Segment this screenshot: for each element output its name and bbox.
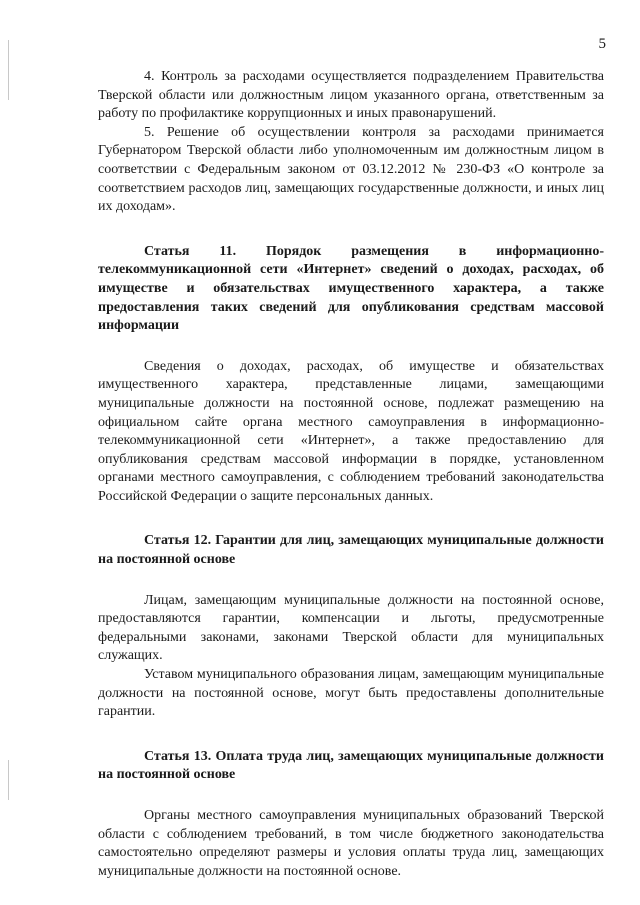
- document-body: [98, 68, 604, 881]
- spacer: [98, 785, 604, 807]
- scan-edge-mark: [8, 40, 9, 100]
- article-11-paragraph: Сведения о доходах, расходах, об имуществе и обязательствах имущественного характера, представленные лицами, замещающими муниципальные должности на постоянной основе, подлежат размещению на официальном сайте органа местного самоуправления в информационно-телекоммуникационной сети «Интернет», а также предоставлению для опубликования средствам массовой информации в порядке, установленном органами местного самоуправления, с соблюдением требований законодательства Российской Федерации о защите персональных данных.: [98, 358, 604, 504]
- article-13-paragraph: Органы местного самоуправления муниципальных образований Тверской области с соблюдением требований, в том числе бюджетного законодательства самостоятельно определяют размеры и условия оплаты труда лиц, замещающих муниципальные должности на постоянной основе.: [98, 808, 604, 879]
- spacer: [98, 722, 604, 748]
- article-12-paragraph-1: Лицам, замещающим муниципальные должности на постоянной основе, предоставляются гарантии, компенсации и льготы, предусмотренные федеральными законами, законами Тверской области для муниципальных служащих.: [98, 592, 604, 664]
- article-13-heading: Статья 13. Оплата труда лиц, замещающих муниципальные должности на постоянной основе: [98, 748, 604, 783]
- page-number: 5: [598, 36, 606, 52]
- article-12-paragraph-2: Уставом муниципального образования лицам, замещающим муниципальные должности на постоянной основе, могут быть предоставлены дополнительные гарантии.: [98, 667, 604, 720]
- paragraph-control-5: 5. Решение об осуществлении контроля за расходами принимается Губернатором Тверской области либо уполномоченным им должностным лицом в соответствии с Федеральным законом от 03.12.2012 № 230-ФЗ «О контроле за соответствием расходов лиц, замещающих государственные должности, и иных лиц их доходам».: [98, 124, 604, 215]
- article-11-heading: Статья 11. Порядок размещения в информационно-телекоммуникационной сети «Интернет» сведений о доходах, расходах, об имуществе и обязательствах имущественного характера, а также предоставления таких сведений для опубликования средствам массовой информации: [98, 243, 604, 334]
- spacer: [98, 570, 604, 592]
- spacer: [98, 217, 604, 243]
- spacer: [98, 336, 604, 358]
- paragraph-control-4: 4. Контроль за расходами осуществляется подразделением Правительства Тверской области или должностным лицом указанного органа, ответственным за работу по профилактике коррупционных и иных правонарушений.: [98, 69, 604, 122]
- article-12-heading: Статья 12. Гарантии для лиц, замещающих муниципальные должности на постоянной основе: [98, 533, 604, 568]
- scan-edge-mark: [8, 760, 9, 800]
- spacer: [98, 506, 604, 532]
